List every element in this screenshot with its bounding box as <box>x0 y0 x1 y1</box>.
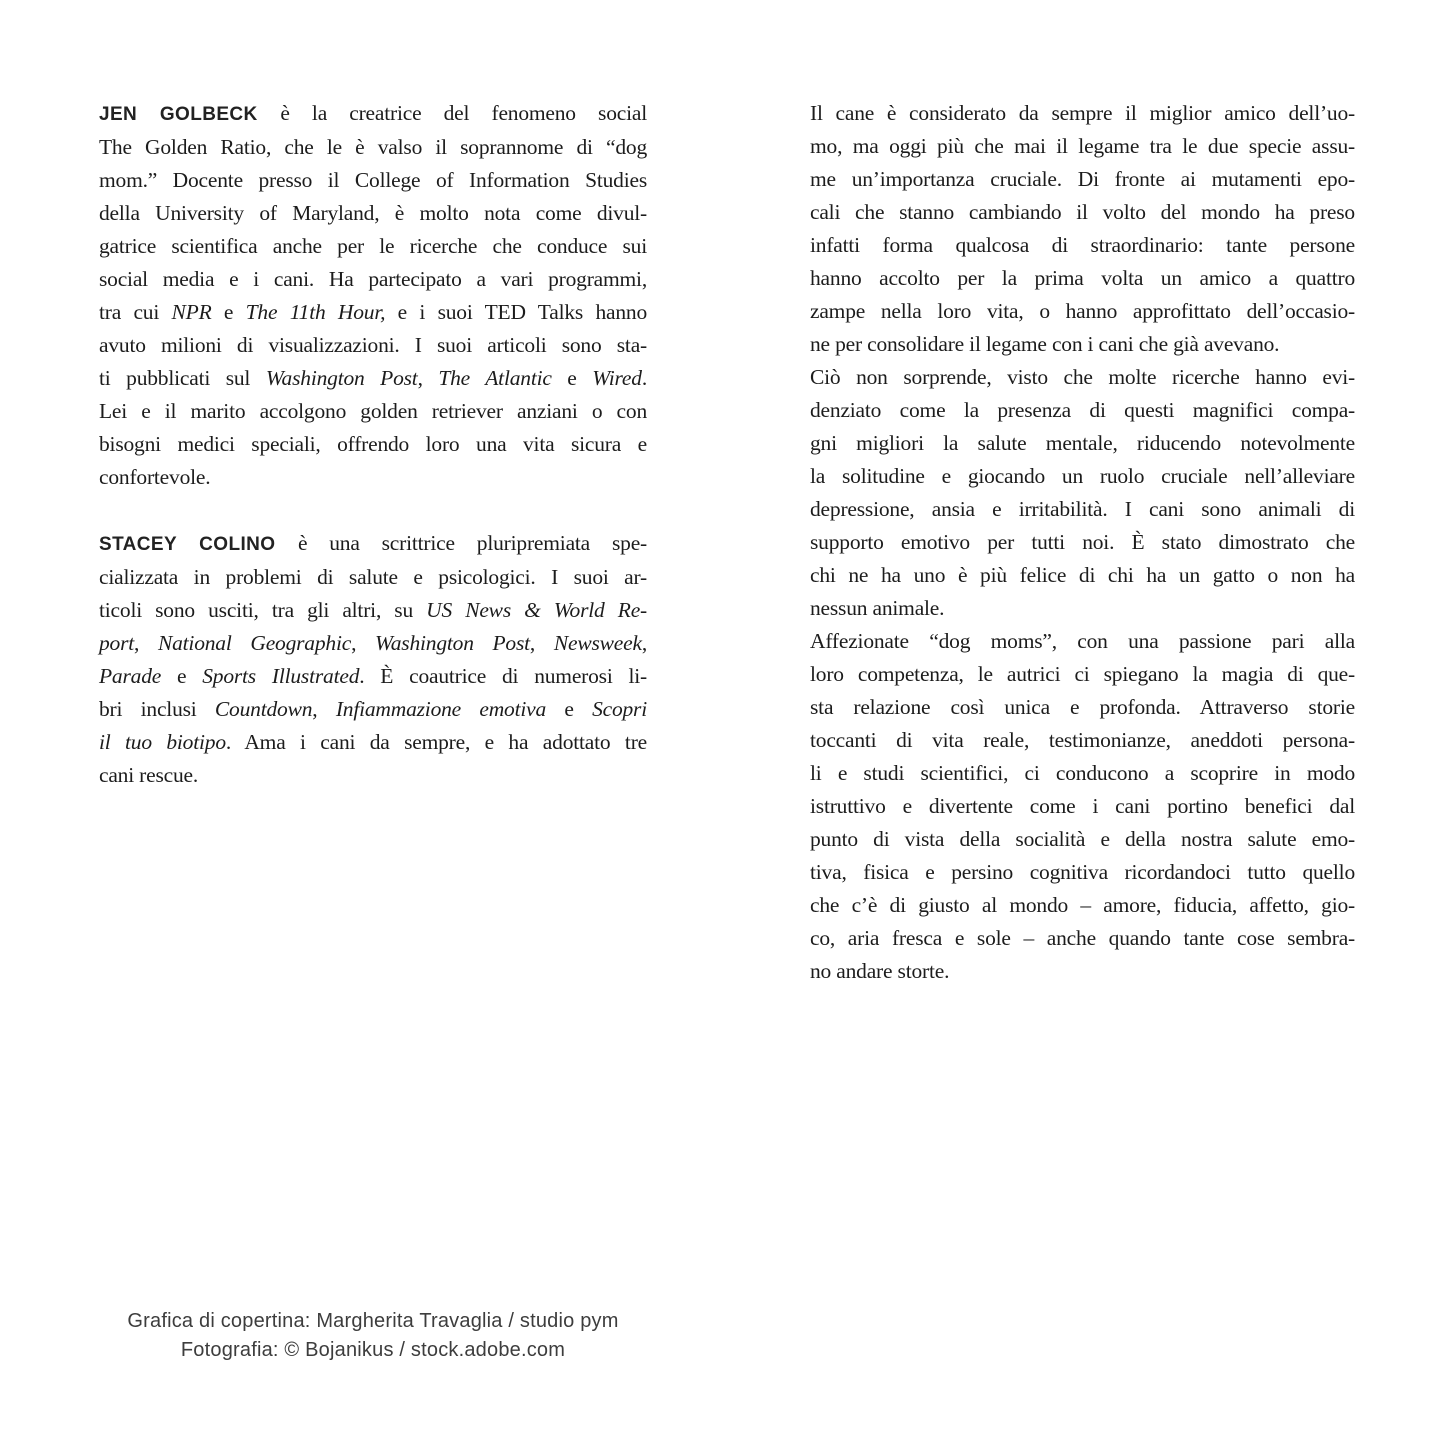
text-segment: gatrice scientifica anche per le ricerche che conduce sui <box>99 234 647 258</box>
text-line <box>810 394 1355 427</box>
text-line <box>810 493 1355 526</box>
text-segment: bri inclusi <box>99 697 215 721</box>
text-segment: , <box>312 697 336 721</box>
text-segment: , <box>134 631 158 655</box>
bio-jen-golbeck <box>99 97 647 494</box>
text-segment: Washington Post <box>375 631 530 655</box>
text-segment: cali che stanno cambiando il volto del mondo ha preso <box>810 200 1355 224</box>
text-segment: Sports Illustrated <box>202 664 360 688</box>
text-segment: The 11th Hour, <box>245 300 386 324</box>
text-line <box>99 197 647 230</box>
text-line <box>810 889 1355 922</box>
text-line <box>810 427 1355 460</box>
text-segment: depressione, ansia e irritabilità. I cani sono animali di <box>810 497 1355 521</box>
text-segment: ne per consolidare il legame con i cani che già avevano. <box>810 332 1280 356</box>
text-line <box>810 526 1355 559</box>
text-segment: Ciò non sorprende, visto che molte ricerche hanno evi- <box>810 365 1355 389</box>
credit-line-photography: Fotografia: © Bojanikus / stock.adobe.com <box>180 1339 566 1361</box>
text-line <box>99 263 647 296</box>
text-line <box>99 395 647 428</box>
text-segment: Wired <box>592 366 642 390</box>
text-line <box>99 329 647 362</box>
text-segment: sta relazione così unica e profonda. Attraverso storie <box>810 695 1355 719</box>
text-segment: US News & World Re- <box>426 598 647 622</box>
text-segment: della University of Maryland, è molto nota come divul- <box>99 201 647 225</box>
text-line <box>99 660 647 693</box>
text-line <box>810 262 1355 295</box>
text-line <box>810 790 1355 823</box>
text-segment: la solitudine e giocando un ruolo cruciale nell’alleviare <box>810 464 1355 488</box>
text-segment: cani rescue. <box>99 763 199 787</box>
text-line <box>810 97 1355 130</box>
text-segment: National Geographic <box>157 631 352 655</box>
credits-block <box>99 1307 647 1365</box>
text-line <box>810 559 1355 592</box>
text-line <box>99 230 647 263</box>
text-segment: e <box>161 664 203 688</box>
text-line <box>810 130 1355 163</box>
text-segment: . È coautrice di numerosi li- <box>359 664 648 688</box>
text-segment: gni migliori la salute mentale, riducendo notevolmente <box>810 431 1355 455</box>
text-line <box>810 592 1355 625</box>
text-segment: denziato come la presenza di questi magnifici compa- <box>810 398 1355 422</box>
text-line <box>810 823 1355 856</box>
text-segment: chi ne ha uno è più felice di chi ha un gatto o non ha <box>810 563 1355 587</box>
text-line <box>99 362 647 395</box>
text-segment: li e studi scientifici, ci conducono a scoprire in modo <box>810 761 1355 785</box>
text-segment: The Golden Ratio, che le è valso il soprannome di “dog <box>99 135 647 159</box>
text-line <box>99 296 647 329</box>
author-bios-column <box>99 97 647 792</box>
text-segment: Affezionate “dog moms”, con una passione pari alla <box>810 629 1355 653</box>
text-line <box>810 295 1355 328</box>
text-segment: me un’importanza cruciale. Di fronte ai mutamenti epo- <box>810 167 1355 191</box>
text-line <box>810 361 1355 394</box>
text-line <box>810 460 1355 493</box>
text-line <box>810 328 1355 361</box>
text-segment: e <box>211 300 246 324</box>
text-segment: ti pubblicati sul <box>99 366 266 390</box>
text-line <box>99 428 647 461</box>
text-line <box>99 561 647 594</box>
text-line <box>99 527 647 561</box>
text-line <box>99 726 647 759</box>
text-segment: social media e i cani. Ha partecipato a vari programmi, <box>99 267 647 291</box>
text-segment: nessun animale. <box>810 596 945 620</box>
text-line <box>810 922 1355 955</box>
text-segment: e <box>551 366 593 390</box>
text-line <box>810 658 1355 691</box>
text-segment: mo, ma oggi più che mai il legame tra le due specie assu- <box>810 134 1355 158</box>
text-line <box>99 97 647 131</box>
description-paragraph-1 <box>810 97 1355 361</box>
text-segment: Lei e il marito accolgono golden retriever anziani o con <box>99 399 647 423</box>
text-segment: zampe nella loro vita, o hanno approfittato dell’occasio- <box>810 299 1355 323</box>
text-line <box>810 724 1355 757</box>
description-paragraph-3 <box>810 625 1355 988</box>
text-segment: NPR <box>171 300 212 324</box>
text-line <box>810 163 1355 196</box>
text-segment: ticoli sono usciti, tra gli altri, su <box>99 598 427 622</box>
bio-stacey-colino <box>99 527 647 792</box>
text-segment: Countdown <box>214 697 313 721</box>
text-segment: co, aria fresca e sole – anche quando tante cose sembra- <box>810 926 1355 950</box>
text-line <box>99 759 647 792</box>
text-segment: mom.” Docente presso il College of Information Studies <box>99 168 647 192</box>
text-segment: avuto milioni di visualizzazioni. I suoi articoli sono sta- <box>99 333 647 357</box>
text-segment: Washington Post <box>265 366 418 390</box>
text-segment: , <box>529 631 554 655</box>
text-segment: Il cane è considerato da sempre il miglior amico dell’uo- <box>810 101 1355 125</box>
text-segment: tiva, fisica e persino cognitiva ricordandoci tutto quello <box>810 860 1355 884</box>
text-line <box>99 693 647 726</box>
text-segment: è la creatrice del fenomeno social <box>280 101 647 125</box>
description-paragraph-2 <box>810 361 1355 625</box>
text-segment: e <box>546 697 593 721</box>
author-name: JEN GOLBECK <box>99 104 281 125</box>
text-segment: cializzata in problemi di salute e psicologici. I suoi ar- <box>99 565 647 589</box>
book-description-column <box>810 97 1355 988</box>
text-segment: tra cui <box>99 300 172 324</box>
text-segment: hanno accolto per la prima volta un amico a quattro <box>810 266 1355 290</box>
text-segment: Parade <box>99 664 162 688</box>
text-segment: punto di vista della socialità e della nostra salute emo- <box>810 827 1355 851</box>
text-segment: Scopri <box>592 697 647 721</box>
text-line <box>810 196 1355 229</box>
text-segment: il tuo biotipo <box>99 730 226 754</box>
text-segment: che c’è di giusto al mondo – amore, fiducia, affetto, gio- <box>810 893 1355 917</box>
text-segment: Infiammazione emotiva <box>335 697 547 721</box>
text-segment: confortevole. <box>99 465 211 489</box>
text-segment: . Ama i cani da sempre, e ha adottato tre <box>225 730 647 754</box>
author-name: STACEY COLINO <box>99 534 298 555</box>
text-segment: infatti forma qualcosa di straordinario: tante persone <box>810 233 1355 257</box>
text-segment: bisogni medici speciali, offrendo loro una vita sicura e <box>99 432 647 456</box>
text-segment: . <box>641 366 647 390</box>
text-segment: e i suoi TED Talks hanno <box>385 300 647 324</box>
text-line <box>810 691 1355 724</box>
text-line <box>99 594 647 627</box>
text-segment: è una scrittrice pluripremiata spe- <box>297 531 648 555</box>
text-segment: , <box>351 631 375 655</box>
text-segment: supporto emotivo per tutti noi. È stato dimostrato che <box>810 530 1355 554</box>
text-segment: port <box>99 631 135 655</box>
text-line <box>810 757 1355 790</box>
text-line <box>810 625 1355 658</box>
text-segment: Newsweek <box>553 631 642 655</box>
credit-line-cover-design: Grafica di copertina: Margherita Travaglia / studio pym <box>127 1310 619 1332</box>
text-line <box>99 461 647 494</box>
text-line <box>810 229 1355 262</box>
text-segment: , <box>641 631 647 655</box>
text-line <box>99 131 647 164</box>
text-line <box>810 856 1355 889</box>
text-segment: loro competenza, le autrici ci spiegano la magia di que- <box>810 662 1355 686</box>
text-segment: , <box>417 366 439 390</box>
text-line <box>810 955 1355 988</box>
text-line <box>99 164 647 197</box>
text-segment: istruttivo e divertente come i cani portino benefici dal <box>810 794 1355 818</box>
text-segment: The Atlantic <box>438 366 552 390</box>
text-segment: no andare storte. <box>810 959 950 983</box>
text-segment: toccanti di vita reale, testimonianze, aneddoti persona- <box>810 728 1355 752</box>
text-line <box>99 627 647 660</box>
